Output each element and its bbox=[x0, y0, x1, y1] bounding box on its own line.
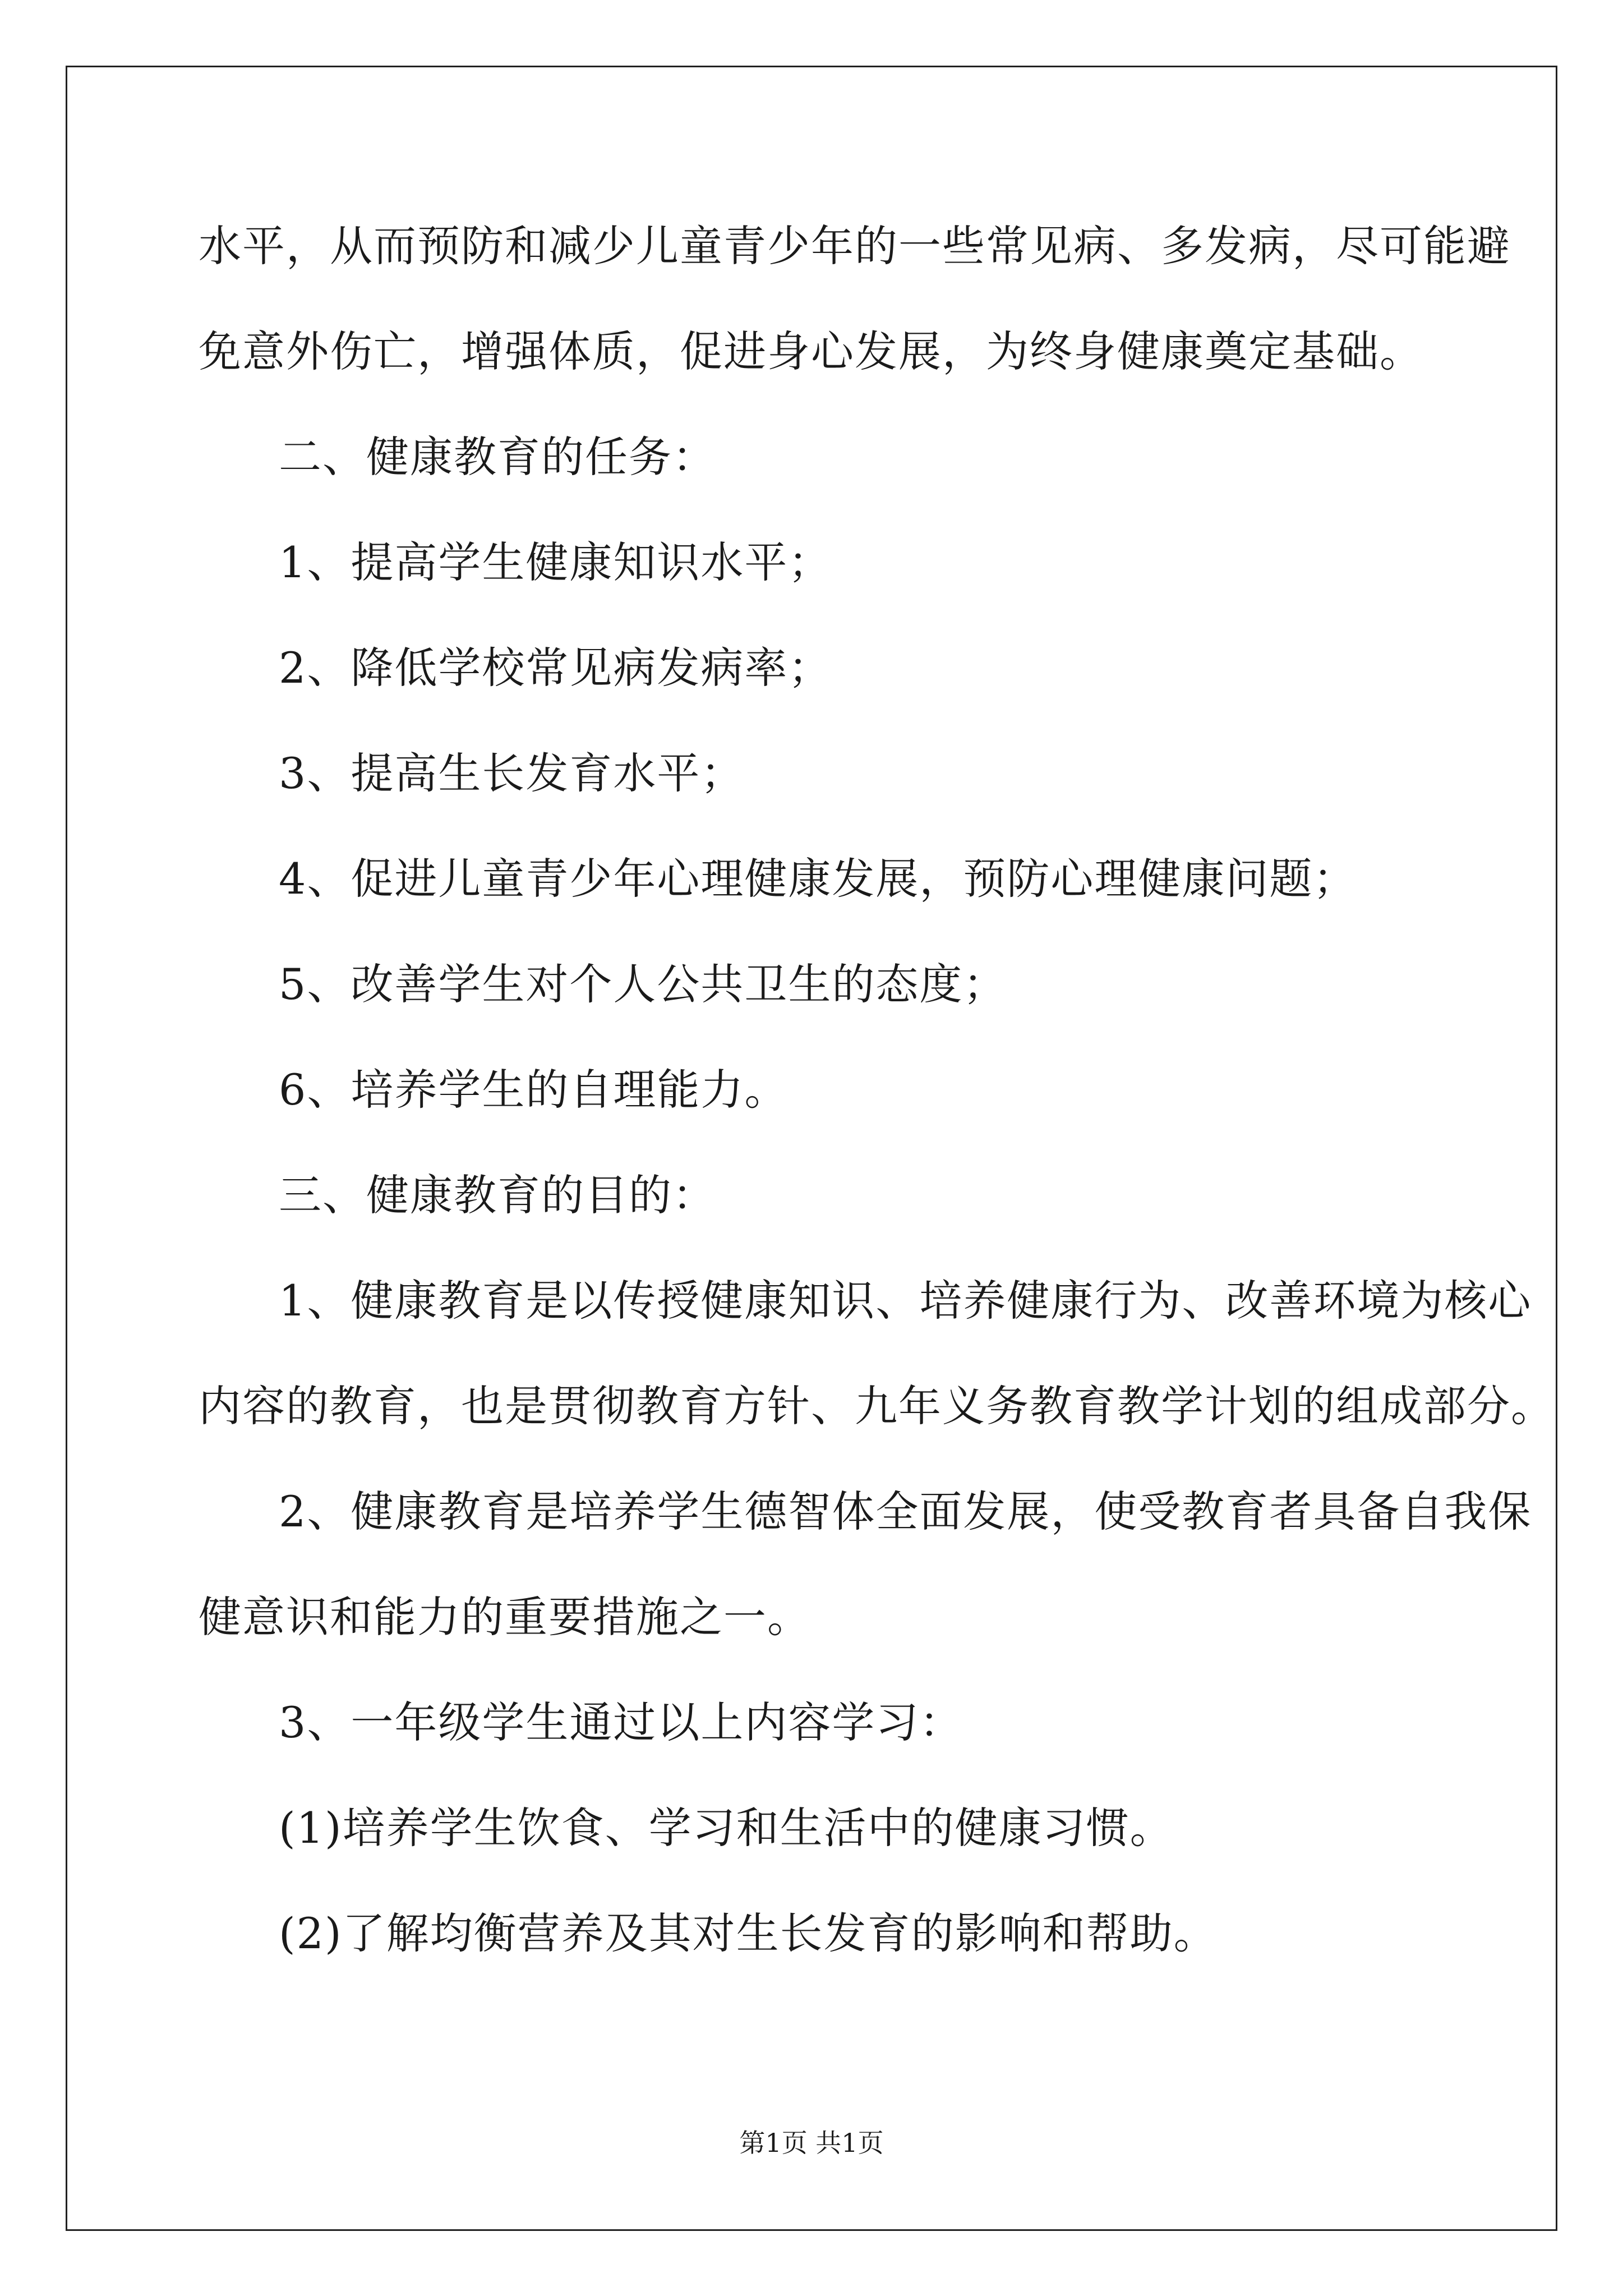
paragraph-line: 内容的教育，也是贯彻教育方针、九年义务教育教学计划的组成部分。 bbox=[199, 1381, 1555, 1431]
section-heading: 二、健康教育的任务： bbox=[279, 432, 716, 482]
section-heading: 三、健康教育的目的： bbox=[279, 1170, 716, 1220]
list-item: 3、提高生长发育水平； bbox=[279, 748, 745, 798]
list-item: 2、降低学校常见病发病率； bbox=[279, 643, 832, 693]
list-item: 4、促进儿童青少年心理健康发展，预防心理健康问题； bbox=[279, 854, 1357, 904]
list-item: 6、培养学生的自理能力。 bbox=[279, 1065, 789, 1115]
paragraph-line: 水平，从而预防和减少儿童青少年的一些常见病、多发病，尽可能避 bbox=[199, 221, 1511, 271]
paragraph-line: 1、健康教育是以传授健康知识、培养健康行为、改善环境为核心 bbox=[279, 1276, 1532, 1326]
paragraph-line: 2、健康教育是培养学生德智体全面发展，使受教育者具备自我保 bbox=[279, 1487, 1532, 1536]
list-item: (2)了解均衡营养及其对生长发育的影响和帮助。 bbox=[279, 1908, 1218, 1958]
paragraph-line: 健意识和能力的重要措施之一。 bbox=[199, 1592, 811, 1642]
paragraph-line: 免意外伤亡，增强体质，促进身心发展，为终身健康奠定基础。 bbox=[199, 326, 1423, 376]
list-item: 5、改善学生对个人公共卫生的态度； bbox=[279, 959, 1007, 1009]
list-item: (1)培养学生饮食、学习和生活中的健康习惯。 bbox=[279, 1803, 1174, 1853]
list-item: 1、提高学生健康知识水平； bbox=[279, 537, 832, 587]
page-number-footer: 第1页 共1页 bbox=[739, 2128, 884, 2158]
list-item: 3、一年级学生通过以上内容学习： bbox=[279, 1697, 963, 1747]
